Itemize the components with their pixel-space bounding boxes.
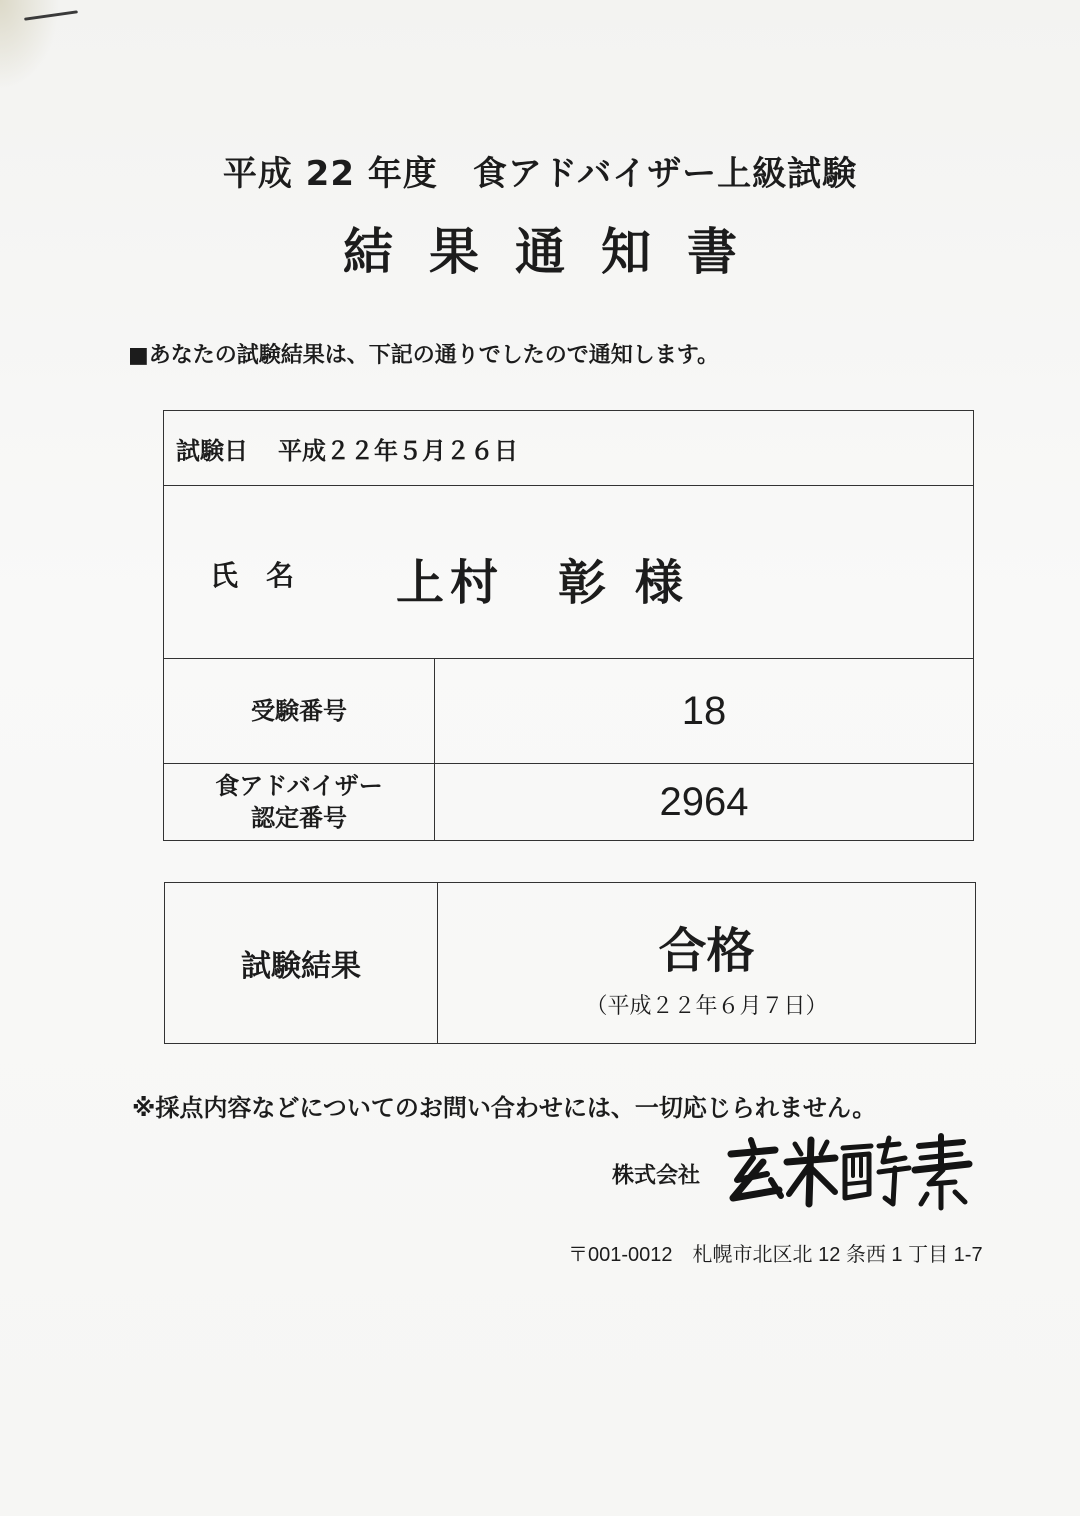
certification-label — [164, 764, 435, 841]
info-table — [163, 410, 974, 841]
certification-row — [164, 764, 974, 841]
exam-number-value: 18 — [435, 659, 974, 764]
company-logo-brush — [723, 1132, 973, 1212]
certification-value: 2964 — [435, 764, 974, 841]
document-title: 結果通知書 — [343, 223, 773, 281]
exam-date-value: 平成２２年５月２６日 — [278, 436, 518, 465]
exam-date-label: 試験日 — [176, 436, 248, 465]
company-type: 株式会社 — [612, 1163, 701, 1189]
result-value-cell — [438, 883, 976, 1044]
result-table — [164, 882, 976, 1044]
result-date: （平成２２年６月７日） — [585, 994, 828, 1019]
result-value: 合格 — [658, 923, 755, 979]
exam-number-row — [164, 659, 974, 764]
exam-title: 平成 22 年度 食アドバイザー上級試験 — [222, 154, 858, 194]
name-value: 上村 彰 様 — [396, 555, 689, 611]
name-label: 氏名 — [210, 559, 323, 592]
certification-label-line2: 認定番号 — [251, 804, 347, 832]
company-logo — [723, 1132, 973, 1216]
exam-number-label: 受験番号 — [164, 659, 435, 764]
inquiry-notice: ※採点内容などについてのお問い合わせには、一切応じられません。 — [132, 1094, 877, 1122]
exam-date-row — [164, 411, 974, 486]
result-label: 試験結果 — [165, 883, 438, 1044]
company-address: 〒001-0012 札幌市北区北 12 条西 1 丁目 1-7 — [568, 1244, 983, 1266]
name-row — [164, 486, 974, 659]
company-block — [612, 1132, 973, 1216]
certification-label-line1: 食アドバイザー — [215, 771, 383, 800]
result-row — [165, 883, 976, 1044]
intro-text: ■あなたの試験結果は、下記の通りでしたので通知します。 — [128, 343, 720, 368]
